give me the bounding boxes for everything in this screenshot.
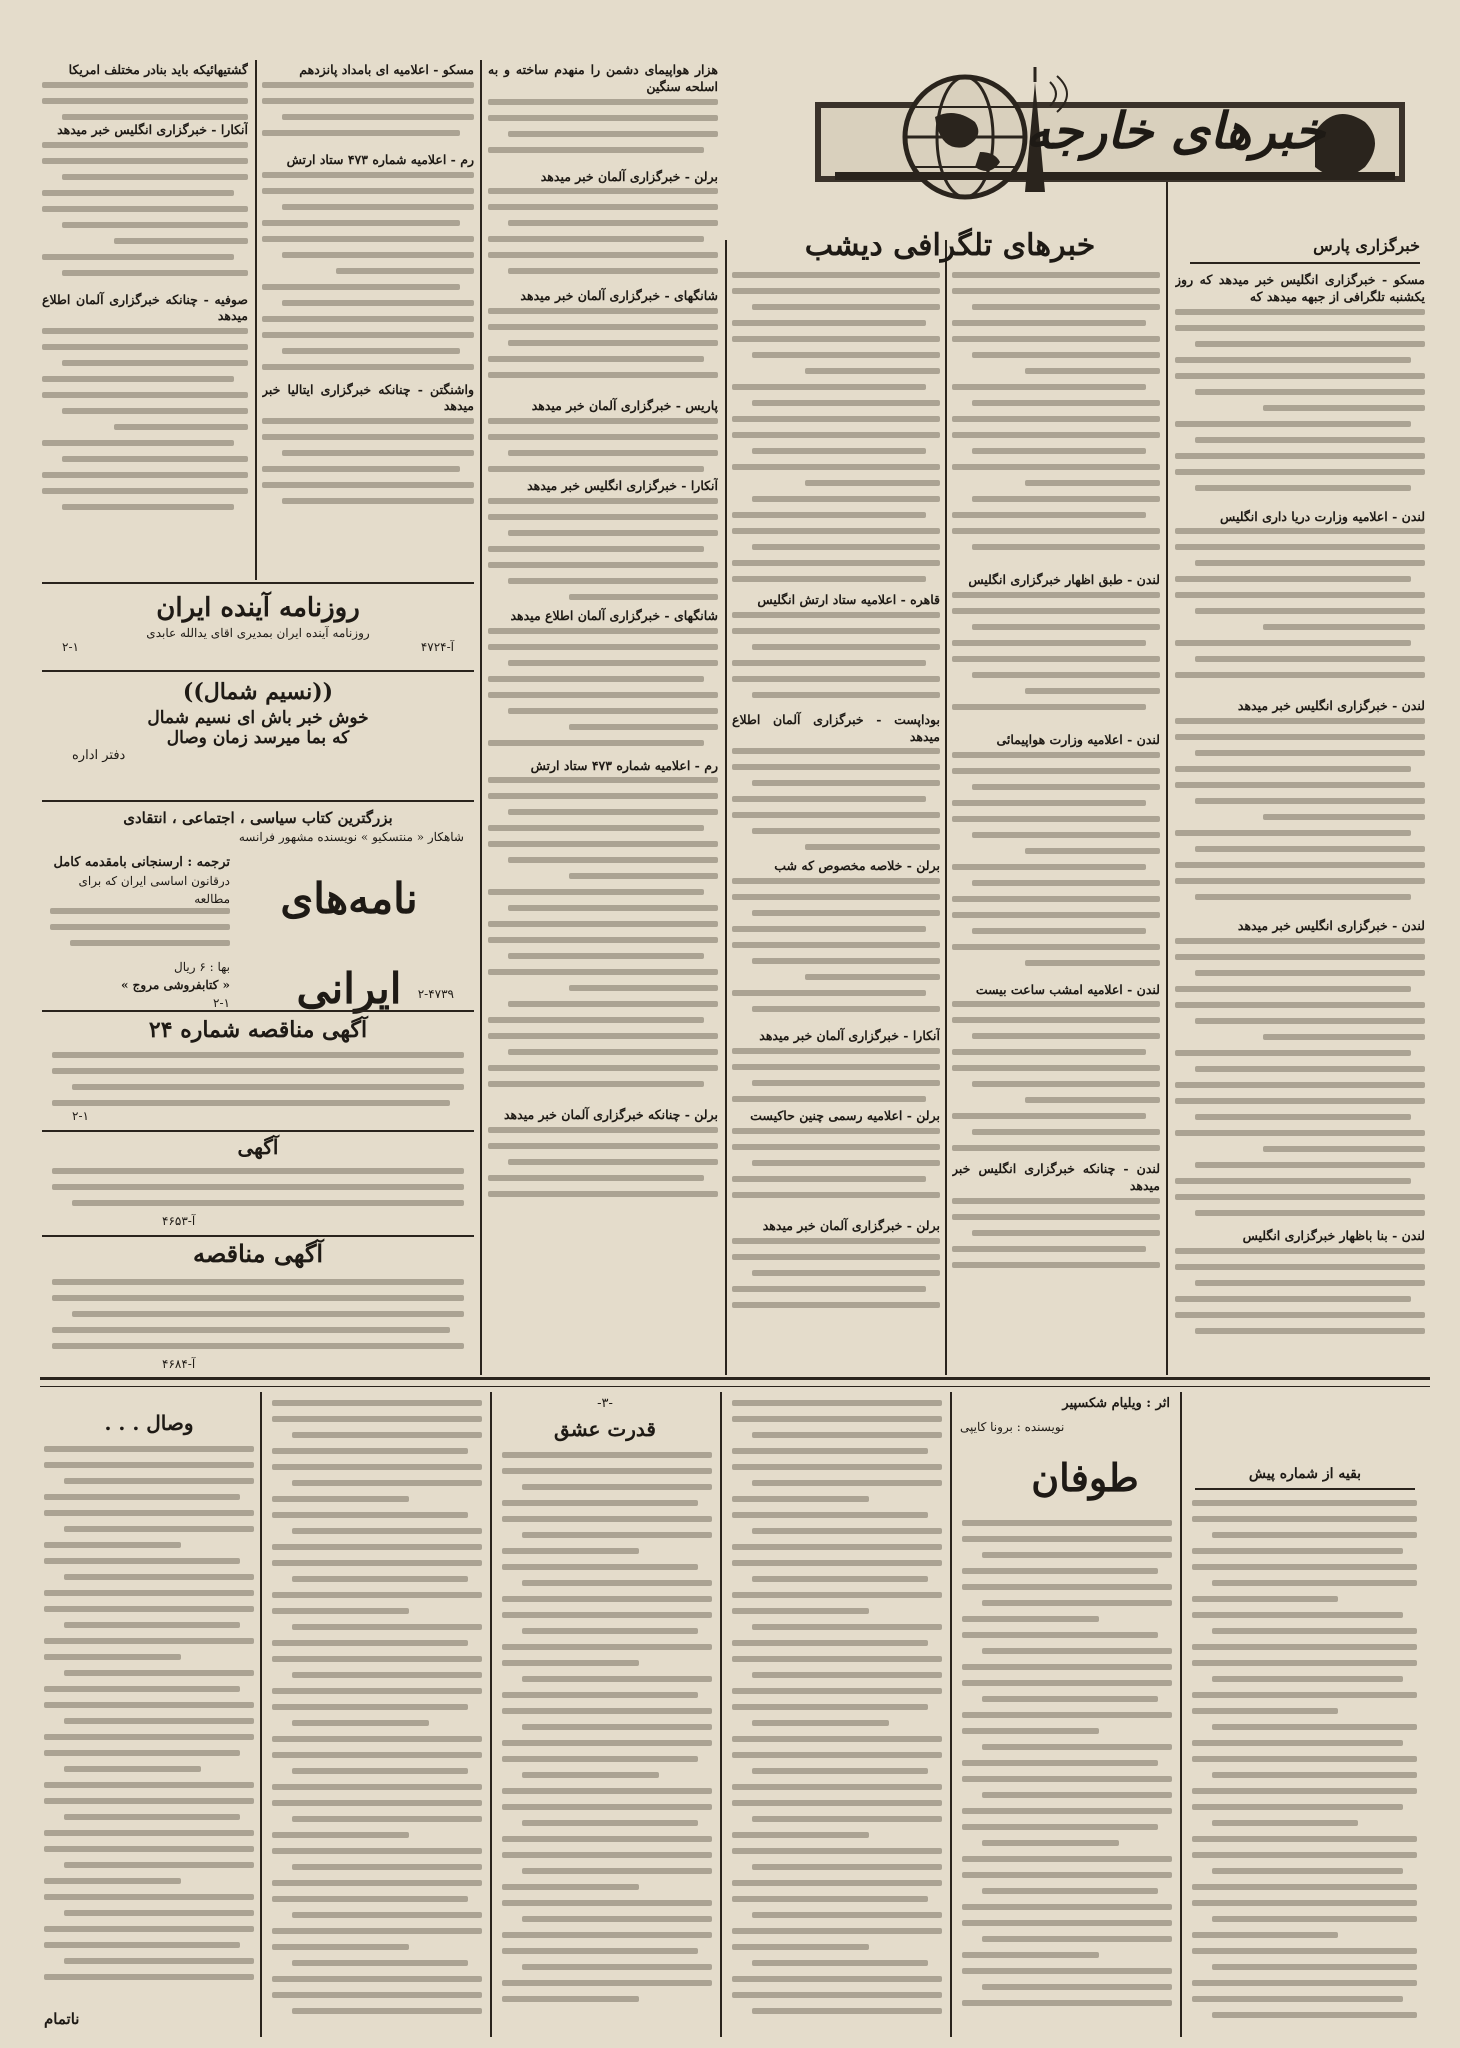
serial-col-4-body xyxy=(502,1452,712,2030)
serial-toofan-author: اثر : ویلیام شکسپیر xyxy=(1062,1396,1170,1411)
article-c5-body xyxy=(732,1128,940,1218)
ad-tender-title: آگهی مناقصه شماره ۲۴ xyxy=(148,1017,368,1043)
ad-notice-code: آ-۴۶۵۳ xyxy=(162,1214,196,1228)
ad-tender-body xyxy=(52,1052,464,1112)
article-b4-body xyxy=(952,1198,1160,1288)
serial-col-3-body xyxy=(732,1400,942,2030)
article-d5-lead: آنکارا - خبرگزاری انگلیس خبر میدهد xyxy=(527,477,718,493)
article-c1-lead: قاهره - اعلامیه ستاد ارتش انگلیس xyxy=(757,592,940,607)
serial-visal-title: وصال . . . xyxy=(104,1411,194,1435)
article-c4-body xyxy=(732,1048,940,1108)
article-c5-lead: برلن - اعلامیه رسمی چنین حاکیست xyxy=(750,1107,940,1123)
article-d8-body xyxy=(488,1127,718,1207)
ad-nasim-line2: که بما میرسد زمان وصال xyxy=(166,728,350,748)
serial-visal-end: ناتمام xyxy=(44,2010,80,2028)
column-5 xyxy=(262,62,474,577)
ad-iran-title: روزنامه آینده ایران xyxy=(156,593,360,623)
article-e3-body xyxy=(262,418,474,518)
article-d2-lead: برلن - خبرگزاری آلمان خبر میدهد xyxy=(540,168,718,184)
article-a3-lead: لندن - خبرگزاری انگلیس خبر میدهد xyxy=(1237,698,1425,714)
article-c1-body xyxy=(732,612,940,712)
article-a5-body xyxy=(1175,1248,1425,1348)
article-b4-lead: لندن - چنانکه خبرگزاری انگلیس خبر میدهد xyxy=(952,1161,1160,1194)
ad-nasim-title: ((نسیم شمال)) xyxy=(182,679,334,705)
ad-books-note: درقانون اساسی ایران که برای مطالعه xyxy=(78,874,230,906)
article-d1-lead: هزار هواپیمای دشمن را منهدم ساخته و به اسلحه سنگین xyxy=(488,62,718,94)
article-d5-body xyxy=(488,498,718,608)
column-rule xyxy=(480,60,482,1375)
column-3 xyxy=(732,272,940,1372)
serial-col-6-body xyxy=(44,1446,254,2006)
serial-love-number: -۳- xyxy=(597,1396,613,1411)
ad-books-author: شاهکار « منتسکیو » نویسنده مشهور فرانسه xyxy=(238,830,464,844)
article-c2-body xyxy=(732,748,940,858)
serial-col-5-body xyxy=(272,1400,482,2030)
column-6 xyxy=(42,62,248,577)
agency-underline xyxy=(1190,262,1420,264)
serial-rule xyxy=(260,1392,262,2037)
main-headline: خبرهای تلگرافی دیشب xyxy=(804,228,1096,263)
ad-nasim-office: دفتر اداره xyxy=(72,748,126,763)
article-d7-body xyxy=(488,777,718,1107)
article-d8-lead: برلن - چنانکه خبرگزاری آلمان خبر میدهد xyxy=(503,1107,718,1123)
article-a1-lead: مسکو - خبرگزاری انگلیس خبر میدهد که روز یکشنبه تلگرافی از جبهه میدهد که xyxy=(1175,272,1425,304)
serial-love-title: قدرت عشق xyxy=(554,1417,656,1441)
ad-tender-24 xyxy=(42,1010,474,1127)
serial-rule xyxy=(1180,1392,1182,2037)
article-d4-lead: پاریس - خبرگزاری آلمان خبر میدهد xyxy=(531,398,718,414)
ad-notice-body xyxy=(52,1168,464,1213)
article-d3-lead: شانگهای - خبرگزاری آلمان خبر میدهد xyxy=(520,288,718,304)
serial-toofan-title: طوفان xyxy=(1031,1455,1139,1500)
ad-iran-subtitle: روزنامه آینده ایران بمدیری اقای یدالله عابدی xyxy=(146,626,370,640)
article-a2-lead: لندن - اعلامیه وزارت دریا داری انگلیس xyxy=(1220,508,1425,524)
ad-books-price: بها : ۶ ریال xyxy=(174,960,230,974)
article-a4-lead: لندن - خبرگزاری انگلیس خبر میدهد xyxy=(1237,918,1425,934)
ad-tender2-title: آگهی مناقصه xyxy=(192,1239,324,1268)
ad-books-title: بزرگترین کتاب سیاسی ، اجتماعی ، انتقادی xyxy=(123,809,393,827)
article-b3-body xyxy=(952,1001,1160,1161)
article-a4-body xyxy=(1175,938,1425,1228)
article-e1-lead: مسکو - اعلامیه ای بامداد پانزدهم xyxy=(299,62,474,77)
article-d6-body xyxy=(488,628,718,758)
article-d3-body xyxy=(488,308,718,398)
ad-tender-2 xyxy=(42,1235,474,1375)
ad-books-translator: ترجمه : ارسنجانی بامقدمه کامل xyxy=(53,855,230,870)
article-b1-body xyxy=(952,592,1160,732)
article-a5-lead: لندن - بنا باظهار خبرگزاری انگلیس xyxy=(1242,1227,1425,1243)
article-f3-lead: صوفیه - چنانکه خبرگزاری آلمان اطلاع میدهد xyxy=(42,291,248,324)
ad-tender-code: ۲-۱ xyxy=(72,1109,89,1123)
serial-rule xyxy=(720,1392,722,2037)
column-4 xyxy=(488,62,718,1372)
article-d7-lead: رم - اعلامیه شماره ۴۷۳ ستاد ارتش xyxy=(530,757,718,773)
article-f2-lead: آنکارا - خبرگزاری انگلیس خبر میدهد xyxy=(57,121,248,137)
article-d6-lead: شانگهای - خبرگزاری آلمان اطلاع میدهد xyxy=(510,607,718,623)
column-rule xyxy=(255,60,257,580)
serial-rule xyxy=(950,1392,952,2037)
masthead-banner xyxy=(795,62,1415,212)
article-c3-lead: برلن - خلاصه مخصوص که شب xyxy=(774,858,940,874)
serial-col-1-body xyxy=(1192,1500,1417,2030)
article-e3-lead: واشنگتن - چنانکه خبرگزاری ایتالیا خبر میدهد xyxy=(262,381,474,414)
ad-iran-code: آ-۴۷۲۴ xyxy=(420,640,454,654)
agency-label: خبرگزاری پارس xyxy=(1313,236,1420,255)
article-c6-lead: برلن - خبرگزاری آلمان خبر میدهد xyxy=(762,1217,940,1233)
article-b2-body xyxy=(952,752,1160,982)
column-rule xyxy=(725,240,727,1375)
ad-nasim-line1: خوش خبر باش ای نسیم شمال xyxy=(147,708,369,728)
serial-toofan-continued: بقیه از شماره پیش xyxy=(1248,1466,1362,1482)
article-e1-body xyxy=(262,82,474,152)
section-divider-thin xyxy=(40,1386,1430,1387)
article-a2-body xyxy=(1175,528,1425,698)
ad-persian-letters xyxy=(42,800,474,1013)
masthead-title: خبرهای خارجه xyxy=(1025,101,1325,160)
article-a1-body xyxy=(1175,309,1425,509)
column-2-top-body xyxy=(952,272,1160,572)
article-d4-body xyxy=(488,418,718,478)
article-f1-lead: گشتیهائیکه باید بنادر مختلف امریکا xyxy=(68,62,248,77)
column-rule xyxy=(1166,150,1168,1375)
column-3-top-body xyxy=(732,272,940,592)
article-e2-lead: رم - اعلامیه شماره ۴۷۳ ستاد ارتش xyxy=(286,151,474,167)
article-b2-lead: لندن - اعلامیه وزارت هواپیمائی xyxy=(996,731,1160,747)
ad-nasim-shomal xyxy=(42,670,474,792)
ad-notice xyxy=(42,1130,474,1232)
ad-books-big-title: نامه‌های ایرانی xyxy=(280,874,418,1013)
article-e2-body xyxy=(262,172,474,382)
article-d1-body xyxy=(488,99,718,169)
article-c6-body xyxy=(732,1238,940,1318)
column-1 xyxy=(1175,272,1425,1372)
article-f3-body xyxy=(42,328,248,528)
serial-col-2-body xyxy=(962,1520,1172,2030)
ad-tender2-body xyxy=(52,1279,464,1359)
serial-continued-underline xyxy=(1195,1488,1415,1490)
ad-books-body xyxy=(50,908,230,958)
ad-tender2-code: آ-۴۶۸۴ xyxy=(162,1357,196,1371)
ad-notice-title: آگهی xyxy=(237,1135,279,1159)
article-c2-lead: بوداپست - خبرگزاری آلمان اطلاع میدهد xyxy=(732,711,940,744)
ad-books-number: ۲-۱ xyxy=(213,996,230,1010)
ad-books-code: ۲-۴۷۳۹ xyxy=(417,987,454,1001)
article-b1-lead: لندن - طبق اظهار خبرگزاری انگلیس xyxy=(968,572,1160,587)
article-c3-body xyxy=(732,878,940,1028)
article-b3-lead: لندن - اعلامیه امشب ساعت بیست xyxy=(975,981,1160,997)
ad-iran-newspaper xyxy=(42,582,474,664)
article-f1-body xyxy=(42,82,248,122)
column-rule xyxy=(945,240,947,1375)
article-a3-body xyxy=(1175,718,1425,918)
serial-rule xyxy=(490,1392,492,2037)
column-2 xyxy=(952,272,1160,1372)
section-divider xyxy=(40,1377,1430,1380)
serial-toofan-writer: نویسنده : برونا کایپی xyxy=(960,1420,1065,1434)
ad-iran-number: ۲-۱ xyxy=(62,640,79,654)
ad-books-store: « کتابفروشی مروج » xyxy=(121,978,230,992)
article-f2-body xyxy=(42,142,248,292)
article-d2-body xyxy=(488,188,718,288)
article-c4-lead: آنکارا - خبرگزاری آلمان خبر میدهد xyxy=(759,1028,940,1044)
